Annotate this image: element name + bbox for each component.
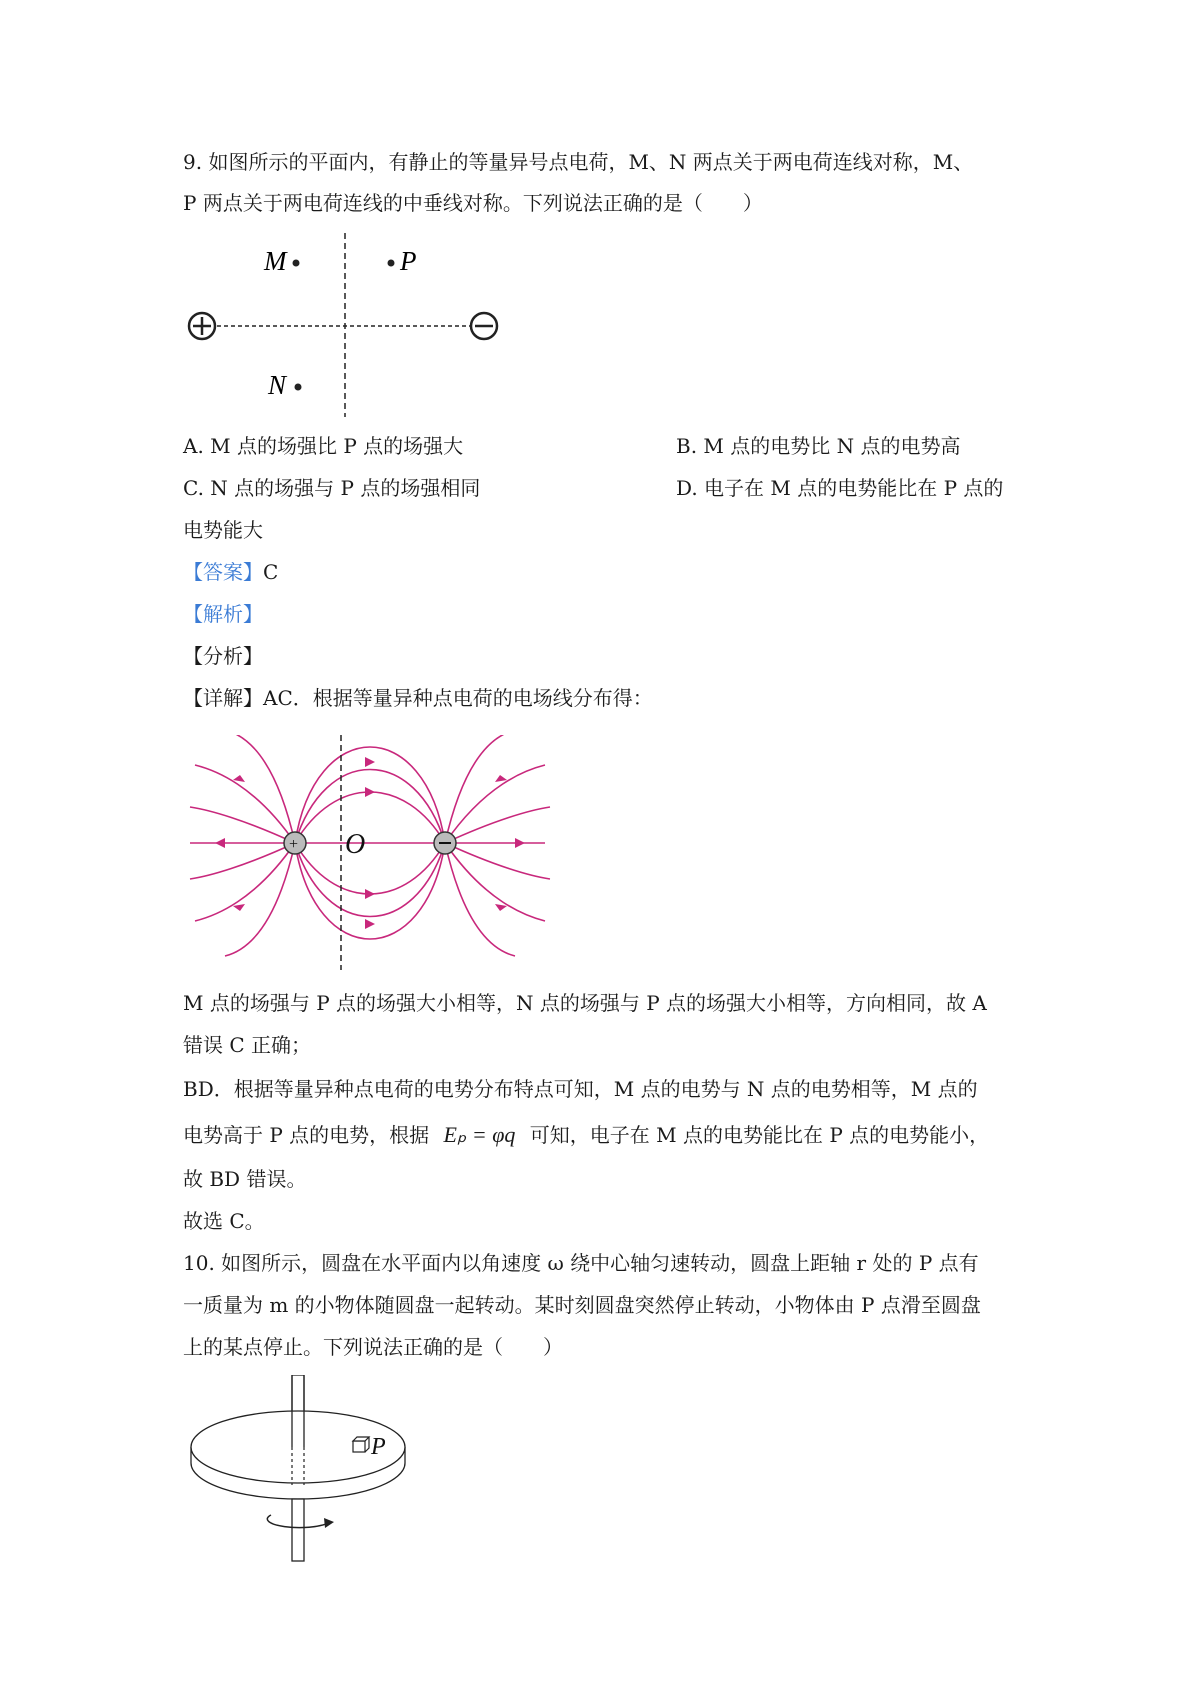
explain-line2: 错误 C 正确；	[183, 1033, 312, 1057]
dipole-field-lines-figure	[185, 735, 555, 970]
point-n-dot	[295, 384, 302, 391]
analysis-label: 【解析】	[183, 602, 263, 626]
explain-bd-line3: 故 BD 错误。	[183, 1167, 307, 1191]
q9-answer	[183, 558, 278, 586]
axis-bottom	[292, 1499, 304, 1561]
q9-stem-line1: 9. 如图所示的平面内，有静止的等量异号点电荷，M、N 两点关于两电荷连线对称，M、	[183, 150, 974, 174]
q9-charge-figure	[180, 225, 510, 420]
q9-option-b: B. M 点的电势比 N 点的电势高	[676, 434, 961, 458]
negative-charge-icon	[471, 313, 497, 339]
rotating-disc-figure	[183, 1375, 423, 1565]
positive-charge-icon	[189, 313, 215, 339]
origin-o-label: O	[345, 829, 366, 860]
detail-text: AC．根据等量异种点电荷的电场线分布得：	[263, 686, 653, 710]
fenxi-label: 【分析】	[183, 644, 263, 668]
q10-stem-line2: 一质量为 m 的小物体随圆盘一起转动。某时刻圆盘突然停止转动，小物体由 P 点滑至圆盘	[183, 1293, 981, 1317]
q9-option-c: C. N 点的场强与 P 点的场强相同	[183, 476, 481, 500]
q9-stem-line2: P 两点关于两电荷连线的中垂线对称。下列说法正确的是（ ）	[183, 191, 763, 215]
explain-bd-line1: BD．根据等量异种点电荷的电势分布特点可知，M 点的电势与 N 点的电势相等，M 点的	[183, 1077, 978, 1101]
bd-text-b: 可知，电子在 M 点的电势能比在 P 点的电势能小，	[529, 1123, 990, 1147]
q9-option-d-cont: 电势能大	[183, 518, 263, 542]
point-p-dot	[388, 260, 395, 267]
explain-line1: M 点的场强与 P 点的场强大小相等，N 点的场强与 P 点的场强大小相等，方向相同，故 A	[183, 991, 987, 1015]
answer-value: C	[263, 560, 279, 584]
negative-charge-icon-2	[434, 832, 456, 854]
point-m-dot	[293, 260, 300, 267]
explain-bd-line2	[183, 1121, 989, 1149]
q9-option-d: D. 电子在 M 点的电势能比在 P 点的	[676, 476, 1004, 500]
q10-stem-line1: 10. 如图所示，圆盘在水平面内以角速度 ω 绕中心轴匀速转动，圆盘上距轴 r 处的 P 点有	[183, 1251, 979, 1275]
potential-energy-formula: Eₚ = φq	[443, 1122, 516, 1147]
point-m-label: M	[264, 246, 287, 276]
detail-line	[183, 684, 653, 712]
conclusion-line: 故选 C。	[183, 1209, 265, 1233]
point-p-label-q10: P	[371, 1434, 386, 1460]
point-p-label: P	[400, 246, 417, 276]
answer-label: 【答案】	[183, 560, 263, 584]
q10-stem-line3: 上的某点停止。下列说法正确的是（ ）	[183, 1335, 563, 1359]
q9-option-a: A. M 点的场强比 P 点的场强大	[183, 434, 464, 458]
positive-charge-icon-2	[284, 832, 306, 854]
bd-text-a: 电势高于 P 点的电势，根据	[183, 1123, 430, 1147]
detail-label: 【详解】	[183, 686, 263, 710]
svg-text:+: +	[289, 836, 299, 853]
point-n-label: N	[268, 370, 287, 400]
